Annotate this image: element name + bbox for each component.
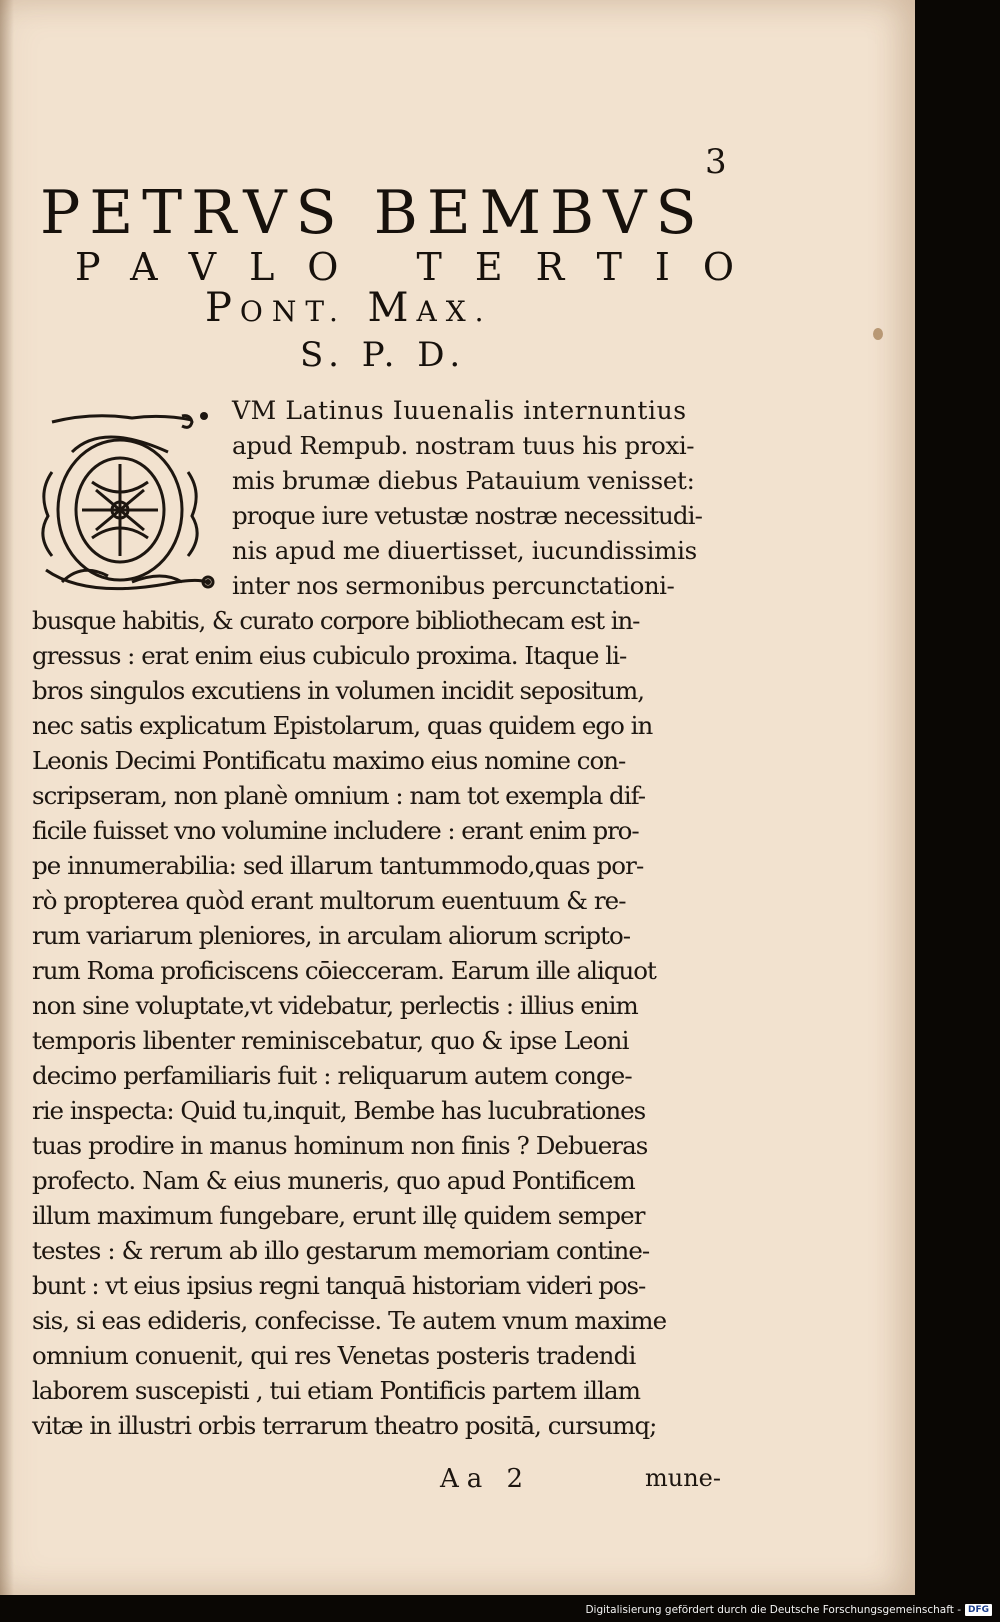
body-line: busque habitis, & curato corpore bibliothecam est in-	[32, 606, 640, 635]
body-line: bros singulos excutiens in volumen incidit sepositum,	[32, 676, 645, 705]
title-line-3-part: AX.	[416, 295, 493, 328]
body-line: non sine voluptate,vt videbatur, perlectis : illius enim	[32, 991, 638, 1020]
body-line: nec satis explicatum Epistolarum, quas quidem ego in	[32, 711, 653, 740]
body-line: gressus : erat enim eius cubiculo proxima. Itaque li-	[32, 641, 627, 670]
body-line: mis brumæ diebus Patauium venisset:	[232, 466, 695, 495]
dfg-logo: DFG	[965, 1604, 992, 1616]
body-line: pe innumerabilia: sed illarum tantummodo,quas por-	[32, 851, 644, 880]
body-line: illum maximum fungebare, erunt illę quidem semper	[32, 1201, 645, 1230]
salutation: S. P. D.	[300, 335, 467, 375]
page-number: 3	[705, 142, 727, 182]
body-line: sis, si eas edideris, confecisse. Te autem vnum maxime	[32, 1306, 667, 1335]
body-line: nis apud me diuertisset, iucundissimis	[232, 536, 697, 565]
title-line-3	[205, 285, 493, 331]
signature-mark: Aa 2	[440, 1464, 532, 1494]
title-line-1: PETRVS BEMBVS	[40, 178, 706, 248]
body-line: omnium conuenit, qui res Venetas posteris tradendi	[32, 1341, 636, 1370]
body-line: temporis libenter reminiscebatur, quo & ipse Leoni	[32, 1026, 629, 1055]
body-line: decimo perfamiliaris fuit : reliquarum autem conge-	[32, 1061, 632, 1090]
title-line-3-part: M	[346, 285, 417, 331]
body-line: proque iure vetustæ nostræ necessitudi-	[232, 501, 702, 530]
catchword: mune-	[645, 1464, 721, 1492]
title-line-3-part: ONT.	[239, 295, 347, 328]
gutter-shadow	[0, 0, 14, 1595]
body-line: inter nos sermonibus percunctationi-	[232, 571, 675, 600]
title-line-2: PAVLO TERTIO	[75, 245, 768, 289]
body-line: apud Rempub. nostram tuus his proxi-	[232, 431, 695, 460]
title-line-3-part: P	[205, 285, 240, 331]
decorated-initial-q-icon	[32, 412, 218, 604]
body-line: testes : & rerum ab illo gestarum memoriam contine-	[32, 1236, 650, 1265]
body-line: rum variarum pleniores, in arculam aliorum scripto-	[32, 921, 630, 950]
body-line: bunt : vt eius ipsius regni tanquā historiam videri pos-	[32, 1271, 646, 1300]
body-line: rum Roma proficiscens cōiecceram. Earum ille aliquot	[32, 956, 656, 985]
body-line: VM Latinus Iuuenalis internuntius	[232, 396, 687, 425]
body-line: laborem suscepisti , tui etiam Pontificis partem illam	[32, 1376, 641, 1405]
body-line: rò propterea quòd erant multorum euentuum & re-	[32, 886, 626, 915]
body-line: tuas prodire in manus hominum non finis ? Debueras	[32, 1131, 648, 1160]
body-line: profecto. Nam & eius muneris, quo apud Pontificem	[32, 1166, 635, 1195]
body-line: Leonis Decimi Pontificatu maximo eius nomine con-	[32, 746, 626, 775]
body-line: rie inspecta: Quid tu,inquit, Bembe has lucubrationes	[32, 1096, 646, 1125]
body-line: vitæ in illustri orbis terrarum theatro positā, cursumq;	[32, 1411, 657, 1440]
body-line: scripseram, non planè omnium : nam tot exempla dif-	[32, 781, 646, 810]
footer-credit-text: Digitalisierung gefördert durch die Deutsche Forschungsgemeinschaft -	[585, 1604, 961, 1616]
body-line: ficile fuisset vno volumine includere : erant enim pro-	[32, 816, 639, 845]
paper-stain	[873, 328, 883, 340]
digitization-footer	[585, 1601, 992, 1619]
